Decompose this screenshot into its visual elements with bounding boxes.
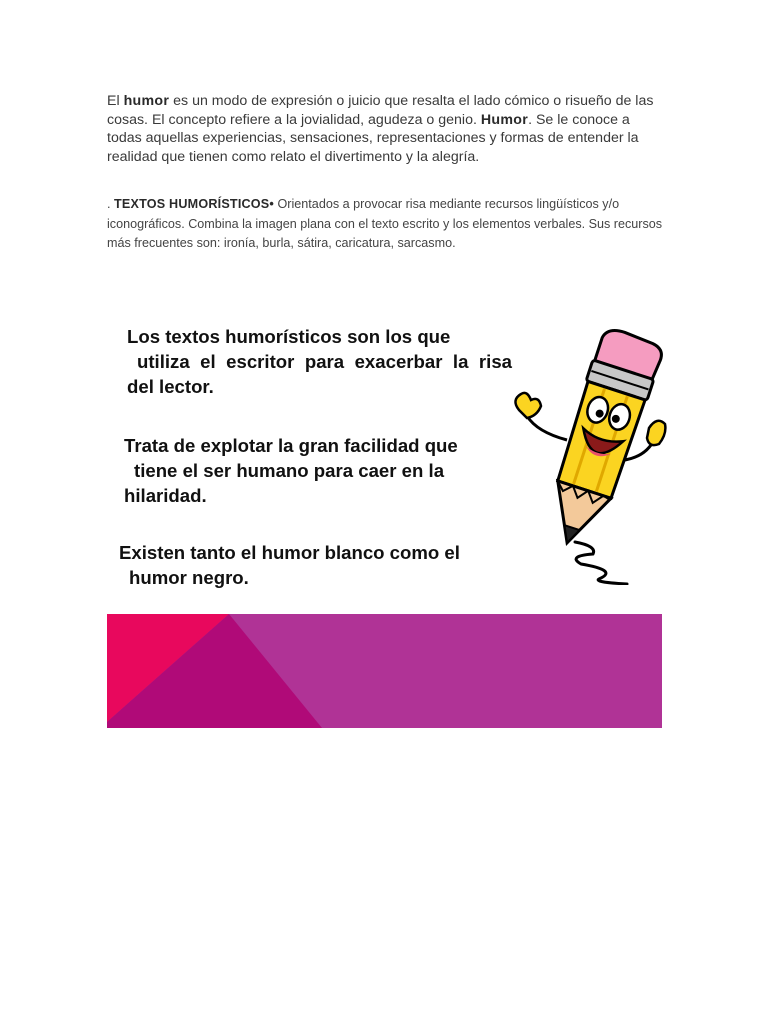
intro-text-2: es un modo de expresión o juicio que resalta el lado cómico o risueño de las cosas. El concepto refiere a la jovialidad, agudeza o genio. (107, 93, 654, 128)
intro-text-1: El (107, 93, 124, 109)
slide-point-2-line1: Trata de explotar la gran facilidad que (124, 435, 458, 456)
intro-text-3: . Se le conoce a todas aquellas experiencias, sensaciones, representaciones y formas de entender la realidad que tienen como relato el divertimento y la alegría. (107, 111, 639, 165)
section-body: Orientados a provocar risa mediante recursos lingüísticos y/o iconográficos. Combina la imagen plana con el texto escrito y los elementos verbales. Sus recursos más frecuentes son: ironía, burla, sátira, caricatura, sarcasmo. (107, 197, 663, 250)
slide-point-1 (127, 324, 512, 399)
slide-point-2-rest: tiene el ser humano para caer en la hilaridad. (124, 460, 445, 506)
slide-point-3 (119, 540, 489, 590)
slide-point-1-line1: Los textos humorísticos son los que (127, 326, 451, 347)
slide-image (107, 300, 662, 728)
pencil-cartoon-icon (497, 320, 667, 585)
term-humor-capital: Humor (480, 111, 529, 128)
decorative-banner (107, 614, 662, 728)
slide-point-3-rest: humor negro. (129, 567, 249, 588)
section-heading: TEXTOS HUMORÍSTICOS (114, 197, 270, 211)
bullet-glyph: • (269, 197, 275, 211)
slide-point-2 (124, 433, 484, 508)
slide-point-1-rest: utiliza el escritor para exacerbar la risa del lector. (127, 351, 512, 397)
slide-point-3-line1: Existen tanto el humor blanco como el (119, 542, 460, 563)
banner-shapes (107, 614, 662, 728)
intro-paragraph (107, 92, 667, 166)
term-humor: humor (123, 93, 170, 109)
paragraph-prefix: . (107, 197, 114, 211)
textos-humoristicos-paragraph (107, 195, 667, 254)
